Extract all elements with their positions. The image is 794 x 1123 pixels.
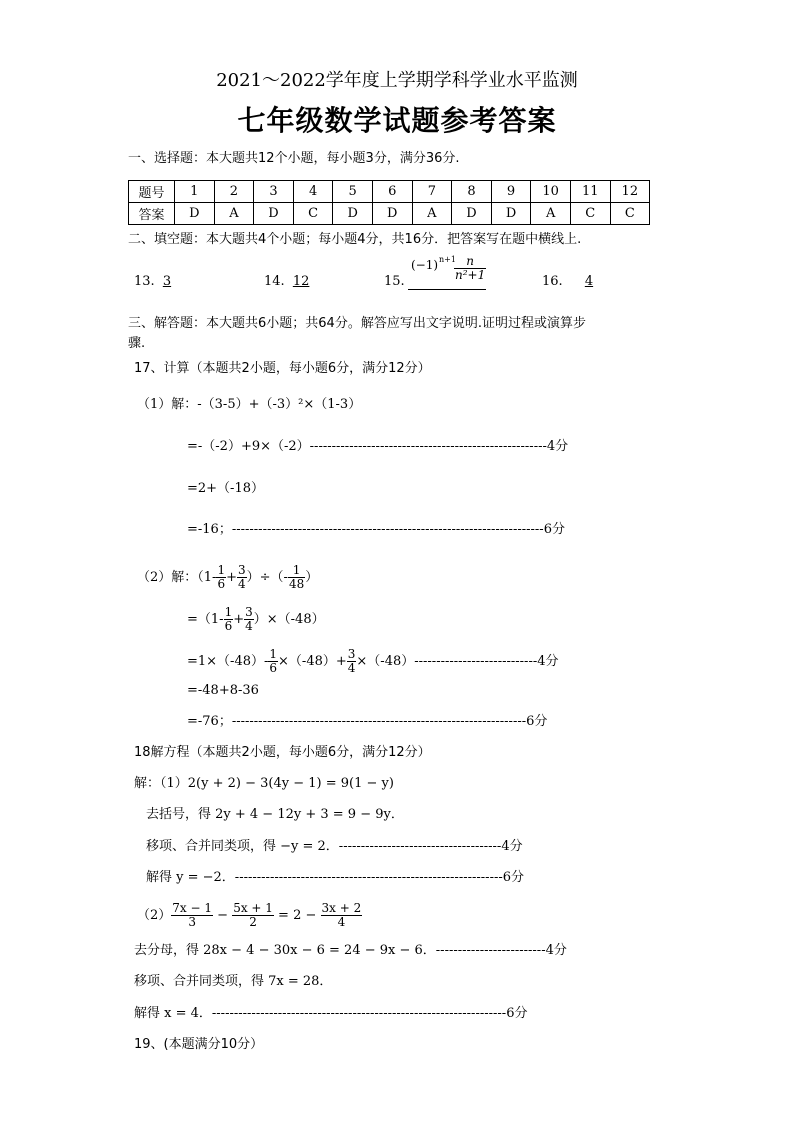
q17-p2-line3: =1×（-48）- $\frac{1}{6}$ ×（-48）+ $\frac{3}{4}$ ×（-48）----------------------------4分 [187,647,559,676]
answer-cell: C [570,203,610,225]
fill-answer: 4 [584,274,594,289]
answer-cell: D [372,203,412,225]
answer-cell: A [412,203,452,225]
q17-p2-label: （2）解： [137,570,198,586]
item-number: 14. [264,274,285,289]
q18-line2: 去括号，得 2y + 4 − 12y + 3 = 9 − 9y． [146,807,404,822]
question-number: 4 [293,181,333,203]
table-row [129,203,650,225]
q17-p1-line3: =2+（-18） [187,481,264,496]
q17-p2-line3-c: ×（-48）----------------------------4分 [356,654,559,670]
fill-answer-15 [408,255,486,290]
question-number: 3 [254,181,294,203]
fill-item-15 [384,275,405,288]
answer-cell: C [610,203,650,225]
fill-item-14 [264,275,317,288]
q17-p1-line1: （1）解：-（3-5）+（-3）²×（1-3） [137,397,362,412]
fill-answer: 3 [162,274,172,289]
item-number: 15. [384,274,405,289]
fill-item-13 [134,275,179,288]
question-number: 1 [175,181,215,203]
q18-line6: 去分母，得 28x − 4 − 30x − 6 = 24 − 9x − 6．-------------------------4分 [134,943,567,958]
question-number: 7 [412,181,452,203]
q18-line8: 解得 x = 4．-------------------------------------------------------------------6分 [134,1006,528,1021]
q17-p1-line4: =-16；-----------------------------------------------------------------------6分 [187,522,565,537]
answer-cell: C [293,203,333,225]
q18-line4: 解得 y = −2．-------------------------------------------------------------6分 [146,870,525,885]
section3-heading-cont: 骤. [128,336,146,351]
question-number: 11 [570,181,610,203]
item-number: 13. [134,274,155,289]
section3-heading: 三、解答题：本大题共6小题；共64分。解答应写出文字说明.证明过程或演算步 [128,316,586,331]
q17-p2-line3-b: ×（-48）+ [278,654,347,670]
denominator: n²+1 [455,268,486,283]
q17-p2-line3-a: =1×（-48）- [187,654,269,670]
item-number: 16. [542,274,563,289]
q17-p2-line2-tail: ×（-48） [266,612,325,628]
question-number: 12 [610,181,650,203]
answer-cell: D [491,203,531,225]
answer-cell: D [254,203,294,225]
q17-p1-line2: =-（-2）+9×（-2）------------------------------------------------------4分 [187,439,569,454]
numerator: n [454,255,486,269]
q17-p2-line4: =-48+8-36 [187,683,259,698]
q17-p2-line1: （2）解：（1- $\frac{1}{6}$ + $\frac{3}{4}$ ）÷（- $\frac{1}{48}$ ） [137,563,319,592]
q17-p2-line2: =（1- $\frac{1}{6}$ + $\frac{3}{4}$ ）×（-48） [187,605,325,634]
q18-line3: 移项、合并同类项，得 −y = 2．-------------------------------------4分 [146,839,523,854]
q17-title: 17、计算（本题共2小题，每小题6分，满分12分） [134,361,431,376]
answer-cell: D [452,203,492,225]
question-number: 2 [214,181,254,203]
answer-table [128,180,650,225]
answer-cell: D [175,203,215,225]
q18-title: 18解方程（本题共2小题，每小题6分，满分12分） [134,745,431,760]
fill-answer-exponent: n+1 [439,255,456,264]
question-number: 6 [372,181,412,203]
question-number: 10 [531,181,571,203]
row-label: 答案 [129,203,175,225]
question-number: 9 [491,181,531,203]
document-title: 七年级数学试题参考答案 [237,104,557,137]
section2-heading: 二、填空题：本大题共4个小题；每小题4分，共16分．把答案写在题中横线上. [128,232,582,247]
exam-title: 2021～2022学年度上学期学科学业水平监测 [216,70,578,91]
fill-answer: 12 [292,274,310,289]
q19-title: 19、(本题满分10分） [134,1037,264,1052]
question-number: 8 [452,181,492,203]
answer-cell: A [214,203,254,225]
fraction [454,255,486,282]
fill-answer-prefix: (−1) [411,258,439,272]
table-row [129,181,650,203]
answer-cell: D [333,203,373,225]
section1-heading: 一、选择题：本大题共12个小题，每小题3分，满分36分. [128,151,460,166]
row-label: 题号 [129,181,175,203]
q17-p2-line5: =-76；-------------------------------------------------------------------6分 [187,714,548,729]
fill-item-16 [542,275,607,288]
q18-line5: （2） $\frac{7x - 1}{3}$ − $\frac{5x + 1}{2}$ = 2 − $\frac{3x + 2}{4}$ [137,901,362,930]
answer-cell: A [531,203,571,225]
q18-line7: 移项、合并同类项，得 7x = 28． [134,974,333,989]
question-number: 5 [333,181,373,203]
q18-p2-label: （2） [137,908,172,924]
q18-line1: 解：（1）2(y + 2) − 3(4y − 1) = 9(1 − y) [134,776,394,791]
